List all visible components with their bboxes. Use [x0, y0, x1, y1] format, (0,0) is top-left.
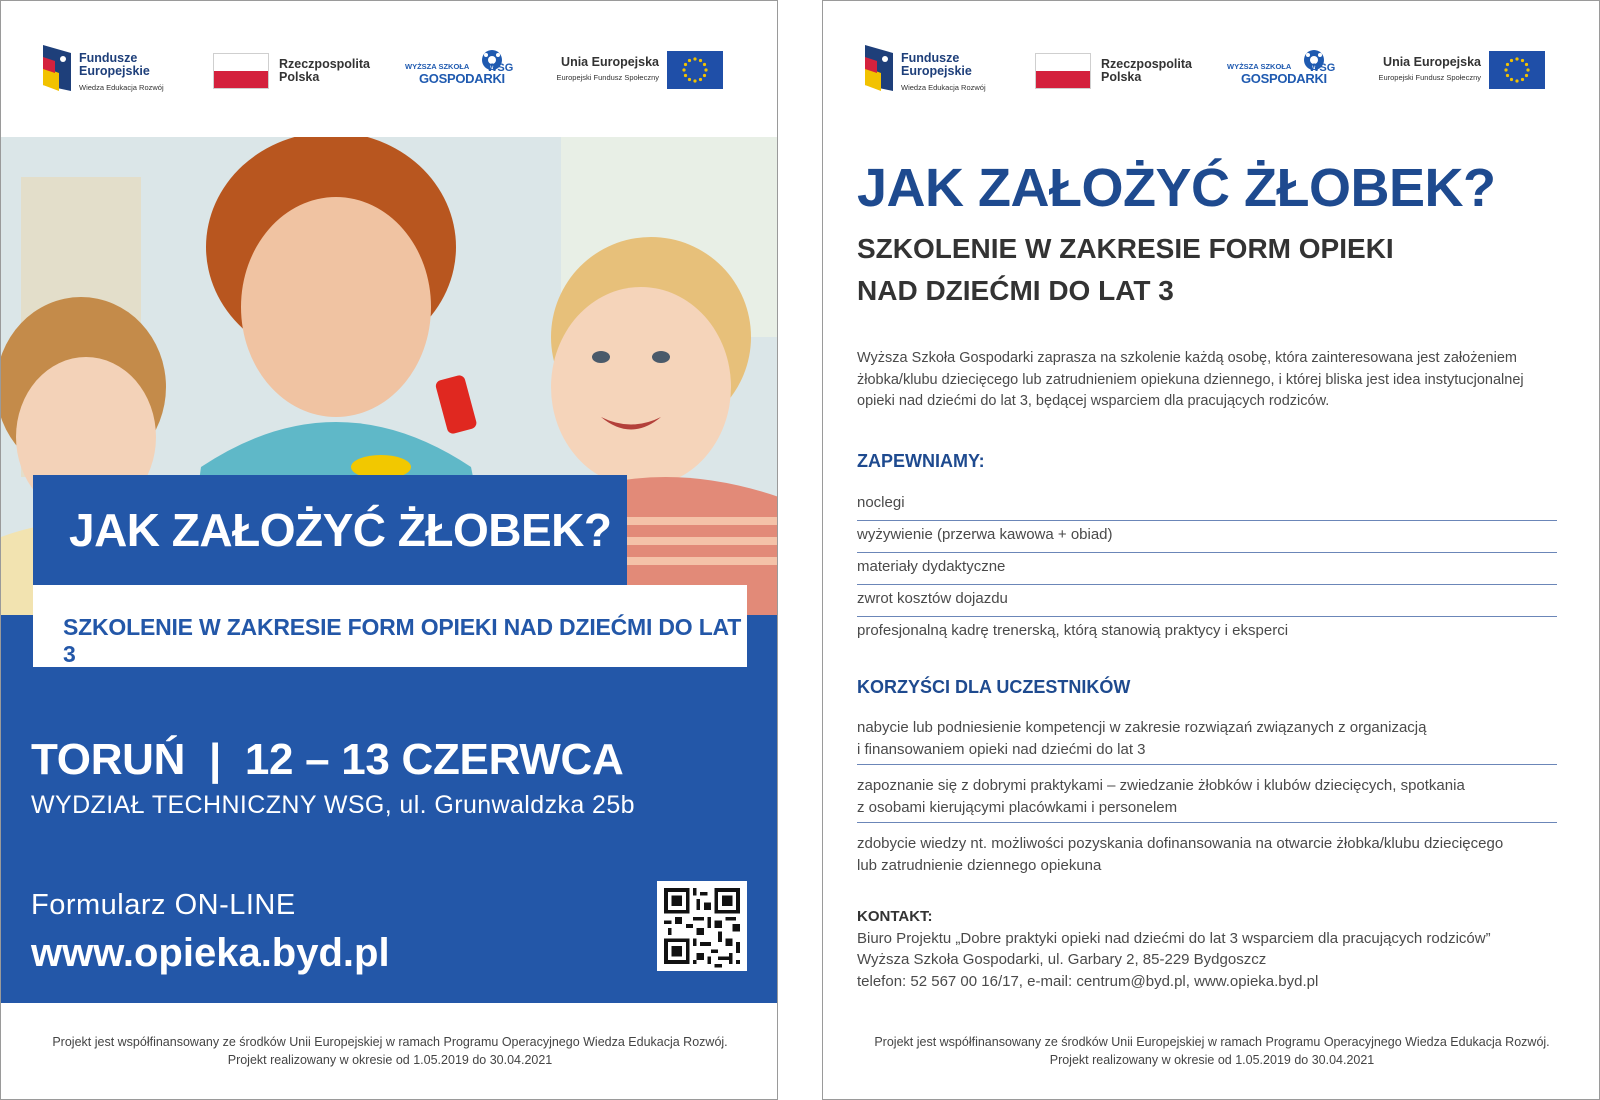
fundusze-europejskie-logo [43, 43, 193, 95]
left-page-subtitle: SZKOLENIE W ZAKRESIE FORM OPIEKI NAD DZIEĆMI DO LAT 3 [63, 614, 742, 667]
provide-heading: ZAPEWNIAMY: [857, 451, 985, 471]
fundusze-europejskie-logo-icon [865, 45, 893, 91]
footer-line-2: Projekt realizowany w okresie od 1.05.2019 do 30.04.2021 [1049, 1053, 1375, 1067]
benefits-list [857, 717, 1557, 890]
benefit-line: nabycie lub podniesienie kompetencji w zakresie rozwiązań związanych z organizacją [857, 719, 1427, 736]
benefit-line: zdobycie wiedzy nt. możliwości pozyskania dofinansowania na otwarcie żłobka/klubu dziecięcego [857, 835, 1504, 852]
eu-logo [1361, 43, 1559, 95]
right-flyer-page [822, 0, 1600, 1100]
wsg-mark-text: WSG [1309, 62, 1336, 74]
list-item [857, 833, 1557, 880]
wsg-line-1: WYŻSZA SZKOŁA [405, 62, 470, 71]
wsg-mark-text: WSG [487, 62, 514, 74]
subtitle-banner [33, 585, 747, 667]
fe-subtitle: Wiedza Edukacja Rozwój [901, 83, 986, 92]
eu-title: Unia Europejska [1383, 55, 1481, 69]
footer-line-1: Projekt jest współfinansowany ze środków Unii Europejskiej w ramach Programu Operacyjnego Wiedza Edukacja Rozwój. [874, 1035, 1550, 1049]
eu-flag-icon [1489, 51, 1545, 89]
benefit-line: i finansowaniem opieki nad dziećmi do lat 3 [857, 741, 1146, 758]
logo-bar [43, 43, 737, 95]
list-item: zwrot kosztów dojazdu [857, 585, 1557, 617]
wsg-logo [405, 43, 515, 95]
wsg-line-1: WYŻSZA SZKOŁA [1227, 62, 1292, 71]
contact-block [857, 906, 1577, 992]
rzeczpospolita-logo [213, 43, 383, 95]
fundusze-europejskie-logo [865, 43, 1015, 95]
list-item [857, 717, 1557, 765]
registration-url-link[interactable]: www.opieka.byd.pl [31, 931, 390, 975]
rzeczpospolita-logo [1035, 43, 1205, 95]
contact-line-address: Wyższa Szkoła Gospodarki, ul. Garbary 2, 85-229 Bydgoszcz [857, 951, 1267, 968]
eu-flag-icon [667, 51, 723, 89]
right-footer [843, 1033, 1581, 1069]
eu-logo [539, 43, 737, 95]
list-item: materiały dydaktyczne [857, 553, 1557, 585]
contact-heading: KONTAKT: [857, 908, 933, 925]
footer-line-1: Projekt jest współfinansowany ze środków Unii Europejskiej w ramach Programu Operacyjnego Wiedza Edukacja Rozwój. [52, 1035, 728, 1049]
fe-title-2: Europejskie [79, 64, 150, 78]
eu-subtitle: Europejski Fundusz Społeczny [1378, 73, 1481, 82]
fe-title-1: Fundusze [901, 51, 960, 65]
list-item: wyżywienie (przerwa kawowa + obiad) [857, 521, 1557, 553]
list-item [857, 775, 1557, 823]
city-date: TORUŃ | 12 – 13 CZERWCA [31, 735, 624, 784]
benefit-line: z osobami kierującymi placówkami i personelem [857, 799, 1178, 816]
contact-line-phone-email[interactable]: telefon: 52 567 00 16/17, e-mail: centrum@byd.pl, www.opieka.byd.pl [857, 972, 1319, 990]
pl-line-1: Rzeczpospolita [1101, 57, 1192, 71]
eu-subtitle: Europejski Fundusz Społeczny [556, 73, 659, 82]
venue-address: WYDZIAŁ TECHNICZNY WSG, ul. Grunwaldzka 25b [31, 791, 635, 819]
footer-line-2: Projekt realizowany w okresie od 1.05.2019 do 30.04.2021 [227, 1053, 553, 1067]
list-item: profesjonalną kadrę trenerską, którą stanowią praktycy i eksperci [857, 622, 1289, 639]
wsg-line-2: GOSPODARKI [1241, 71, 1327, 86]
logo-bar [865, 43, 1559, 95]
polish-flag-icon [1035, 53, 1091, 89]
benefit-line: lub zatrudnienie dziennego opiekuna [857, 857, 1102, 874]
qr-code-icon[interactable] [657, 881, 747, 971]
polish-flag-icon [213, 53, 269, 89]
fundusze-europejskie-logo-icon [43, 45, 71, 91]
online-form-label: Formularz ON-LINE [31, 889, 296, 921]
intro-paragraph: Wyższa Szkoła Gospodarki zaprasza na szkolenie każdą osobę, która zainteresowana jest założeniem żłobka/klubu dziecięcego lub zatrudnieniem opiekuna dziennego, i której bliska jest idea instytucjonalnej opieki nad dziećmi do lat 3, będącej wsparciem dla pracujących rodziców. [857, 350, 1524, 409]
fe-title-2: Europejskie [901, 64, 972, 78]
provide-list [857, 489, 1557, 649]
pl-line-1: Rzeczpospolita [279, 57, 370, 71]
wsg-line-2: GOSPODARKI [419, 71, 505, 86]
right-page-subtitle-line-1: SZKOLENIE W ZAKRESIE FORM OPIEKI [857, 233, 1394, 264]
benefits-heading: KORZYŚCI DLA UCZESTNIKÓW [857, 677, 1131, 697]
left-page-title: JAK ZAŁOŻYĆ ŻŁOBEK? [69, 504, 612, 556]
pl-line-2: Polska [279, 70, 320, 84]
right-page-subtitle-line-2: NAD DZIEĆMI DO LAT 3 [857, 275, 1174, 306]
wsg-logo [1227, 43, 1337, 95]
contact-line-office: Biuro Projektu „Dobre praktyki opieki nad dziećmi do lat 3 wsparciem dla pracujących rodziców” [857, 929, 1491, 947]
left-flyer-page [0, 0, 778, 1100]
right-page-title: JAK ZAŁOŻYĆ ŻŁOBEK? [857, 158, 1496, 218]
benefit-line: zapoznanie się z dobrymi praktykami – zwiedzanie żłobków i klubów dziecięcych, spotkania [857, 777, 1465, 794]
title-banner [33, 475, 627, 585]
fe-subtitle: Wiedza Edukacja Rozwój [79, 83, 164, 92]
eu-title: Unia Europejska [561, 55, 659, 69]
pl-line-2: Polska [1101, 70, 1142, 84]
left-footer [21, 1033, 759, 1069]
list-item: noclegi [857, 489, 1557, 521]
fe-title-1: Fundusze [79, 51, 138, 65]
